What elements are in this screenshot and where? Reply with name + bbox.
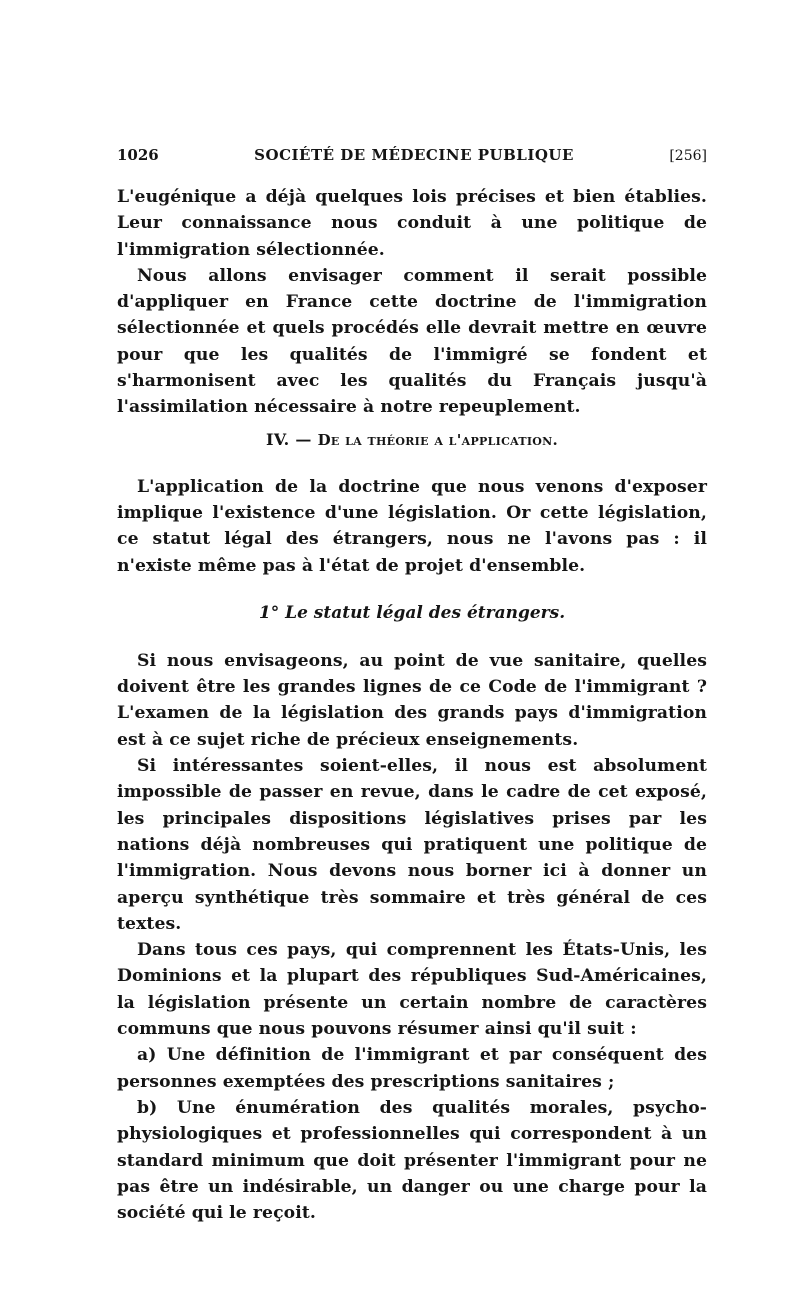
page-number: 1026 bbox=[117, 146, 159, 164]
page-reference: [256] bbox=[669, 148, 707, 164]
paragraph-eugenique: L'eugénique a déjà quelques lois précises et bien établies. Leur connaissance nous conduit à une politique de l'immigration sélectionnée. bbox=[117, 187, 707, 260]
paragraph-interessantes: Si intéressantes soient-elles, il nous est absolument impossible de passer en revue, dans le cadre de cet exposé, les principales dispositions législatives prises par les nations déjà nombreuses qui pratiquent une politique de l'immigration. Nous devons nous borner ici à donner un aperçu synthétique très sommaire et très général de ces textes. bbox=[117, 756, 707, 934]
body-text bbox=[117, 184, 707, 1226]
list-item-a: a) Une définition de l'immigrant et par conséquent des personnes exemptées des prescriptions sanitaires ; bbox=[117, 1045, 707, 1092]
section-heading-iv bbox=[117, 427, 707, 453]
running-header bbox=[117, 146, 707, 172]
paragraph-envisager: Nous allons envisager comment il serait possible d'appliquer en France cette doctrine de l'immigration sélectionnée et quels procédés elle devrait mettre en œuvre pour que les qualités de l'immigré se fondent et s'harmonisent avec les qualités du Français jusqu'à l'assimilation nécessaire à notre repeuplement. bbox=[117, 265, 707, 418]
section-title: De la théorie a l'application. bbox=[317, 430, 559, 449]
list-item-b: b) Une énumération des qualités morales, psycho-physiologiques et professionnelles qui correspondent à un standard minimum que doit présenter l'immigrant pour ne pas être un indésirable, un danger ou une charge pour la société qui le reçoit. bbox=[117, 1097, 707, 1224]
section-number: IV. — bbox=[265, 429, 312, 449]
paragraph-application: L'application de la doctrine que nous venons d'exposer implique l'existence d'une législation. Or cette législation, ce statut légal des étrangers, nous ne l'avons pas : il n'existe même pas à l'état de projet d'ensemble. bbox=[117, 476, 707, 576]
document-page bbox=[117, 146, 707, 1226]
paragraph-code-immigrant: Si nous envisageons, au point de vue sanitaire, quelles doivent être les grandes lignes de ce Code de l'immigrant ? L'examen de la législation des grands pays d'immigration est à ce sujet riche de précieux enseignements. bbox=[117, 650, 707, 750]
subsection-heading-statut: 1° Le statut légal des étrangers. bbox=[258, 602, 566, 623]
running-title: SOCIÉTÉ DE MÉDECINE PUBLIQUE bbox=[254, 146, 574, 164]
paragraph-tous-pays: Dans tous ces pays, qui comprennent les États-Unis, les Dominions et la plupart des républiques Sud-Américaines, la législation présente un certain nombre de caractères communs que nous pouvons résumer ainsi qu'il suit : bbox=[117, 940, 707, 1040]
